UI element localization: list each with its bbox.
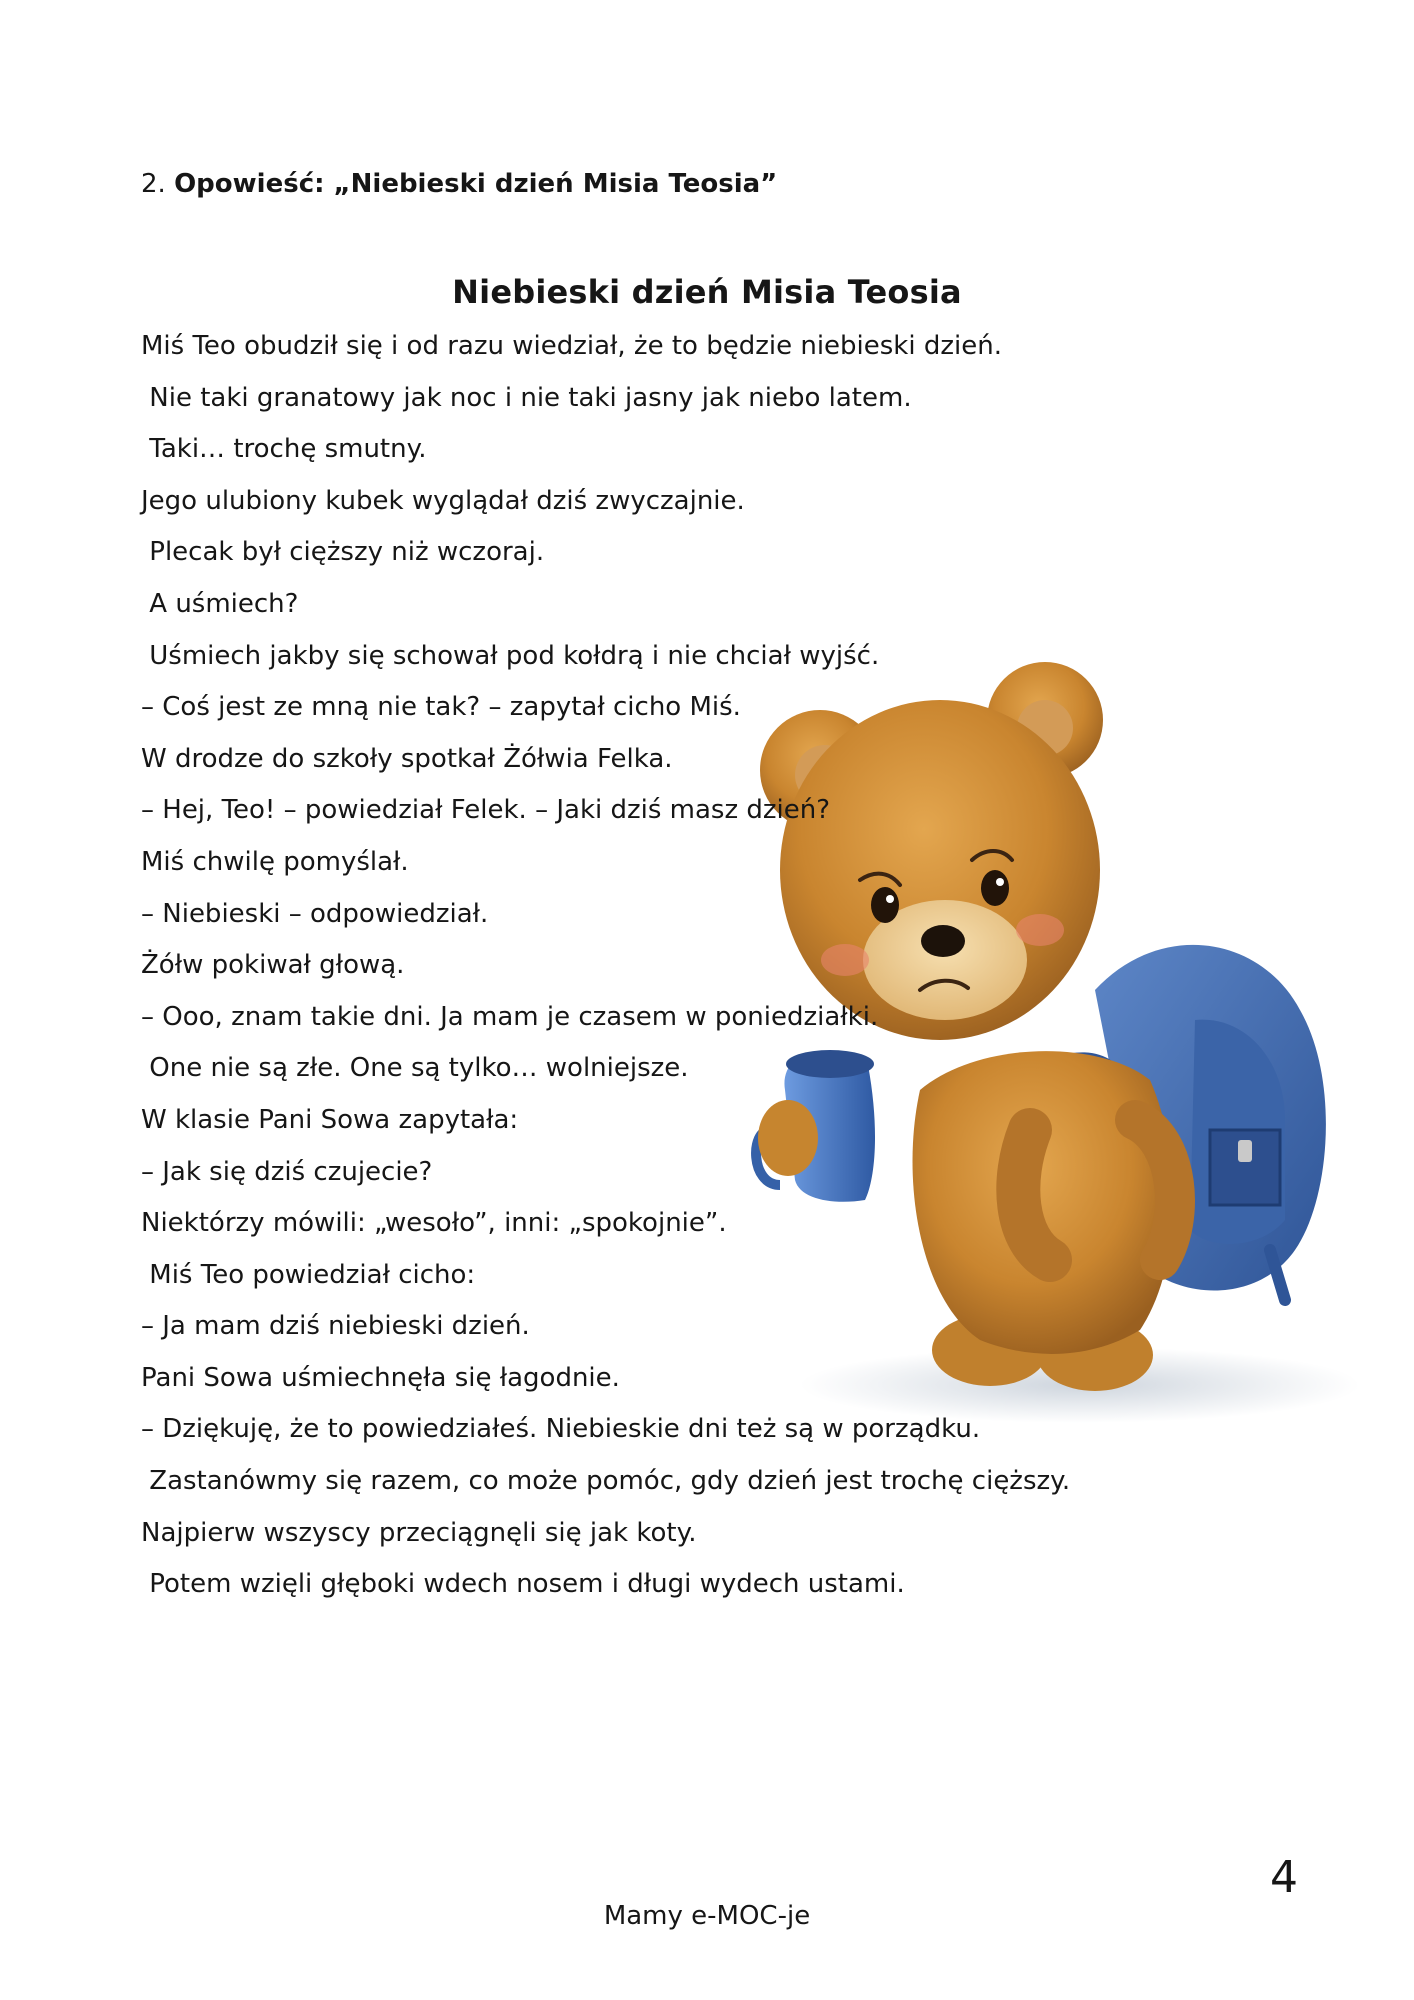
story-line: Niektórzy mówili: „wesoło”, inni: „spokojnie”. (141, 1208, 727, 1239)
story-line: – Coś jest ze mną nie tak? – zapytał cicho Miś. (141, 692, 741, 723)
section-title: Opowieść: „Niebieski dzień Misia Teosia” (174, 169, 778, 199)
story-line: Miś chwilę pomyślał. (141, 846, 409, 877)
story-title: Niebieski dzień Misia Teosia (452, 273, 962, 311)
story-line: Plecak był cięższy niż wczoraj. (141, 537, 545, 568)
story-line: Najpierw wszyscy przeciągnęli się jak koty. (141, 1517, 697, 1548)
story-line: Uśmiech jakby się schował pod kołdrą i nie chciał wyjść. (141, 640, 880, 671)
story-line: One nie są złe. One są tylko… wolniejsze. (141, 1053, 689, 1084)
story-line: Taki… trochę smutny. (141, 434, 427, 465)
section-number: 2. (141, 169, 166, 199)
story-line: Nie taki granatowy jak noc i nie taki jasny jak niebo latem. (141, 382, 912, 413)
story-text (141, 326, 1321, 1616)
story-line: – Ooo, znam takie dni. Ja mam je czasem w poniedziałki. (141, 1001, 879, 1032)
story-line: Miś Teo obudził się i od razu wiedział, że to będzie niebieski dzień. (141, 331, 1002, 361)
story-line: Jego ulubiony kubek wyglądał dziś zwyczajnie. (141, 485, 745, 516)
page-number: 4 (1270, 1852, 1298, 1903)
story-line: W klasie Pani Sowa zapytała: (141, 1104, 519, 1135)
section-heading (141, 164, 777, 204)
story-line: – Hej, Teo! – powiedział Felek. – Jaki dziś masz dzień? (141, 795, 831, 826)
story-line: Potem wzięli głęboki wdech nosem i długi wydech ustami. (141, 1569, 905, 1600)
story-line: – Ja mam dziś niebieski dzień. (141, 1311, 530, 1342)
footer-text: Mamy e-MOC-je (603, 1901, 811, 1931)
story-line: Zastanówmy się razem, co może pomóc, gdy dzień jest trochę cięższy. (141, 1466, 1071, 1497)
story-line: – Dziękuję, że to powiedziałeś. Niebieskie dni też są w porządku. (141, 1414, 981, 1445)
story-line: W drodze do szkoły spotkał Żółwia Felka. (141, 743, 673, 774)
story-line: – Niebieski – odpowiedział. (141, 898, 489, 929)
story-line: A uśmiech? (141, 588, 299, 619)
story-line: – Jak się dziś czujecie? (141, 1156, 433, 1187)
story-line: Miś Teo powiedział cicho: (141, 1259, 476, 1290)
story-line: Żółw pokiwał głową. (141, 950, 405, 981)
story-line: Pani Sowa uśmiechnęła się łagodnie. (141, 1362, 620, 1393)
